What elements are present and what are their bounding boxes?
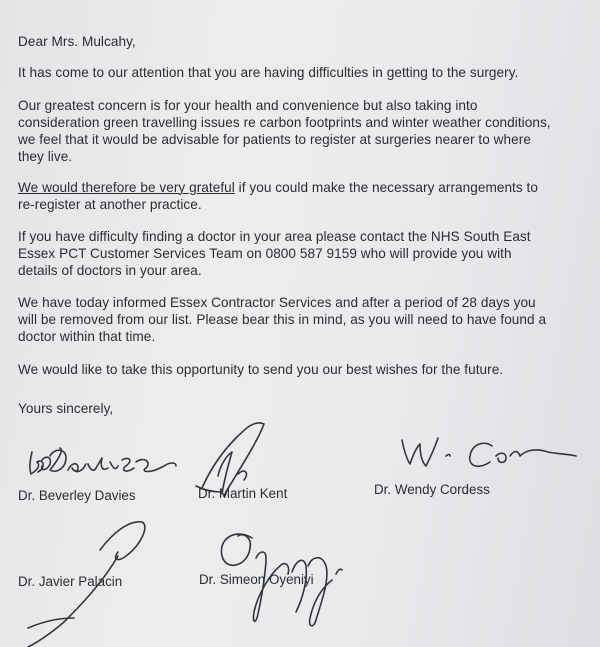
paragraph-4-line-2: Essex PCT Customer Services Team on 0800 587 9159 who will provide you with xyxy=(18,246,512,261)
closing: Yours sincerely, xyxy=(18,401,114,416)
paragraph-3-line-1-rest: if you could make the necessary arrangements to xyxy=(234,180,538,195)
signatory-name-simeon-oyeniyi: Dr. Simeon Oyeniyi xyxy=(199,572,314,587)
paragraph-4-line-1: If you have difficulty finding a doctor in your area please contact the NHS South East xyxy=(18,229,531,244)
paragraph-3-line-1 xyxy=(18,180,538,195)
signature-wendy-cordess xyxy=(402,438,576,466)
paragraph-6-line-1: We would like to take this opportunity to send you our best wishes for the future. xyxy=(18,362,504,377)
paragraph-2-line-1: Our greatest concern is for your health and convenience but also taking into xyxy=(18,98,478,113)
signatory-name-javier-palacin: Dr. Javier Palacin xyxy=(18,574,123,589)
salutation: Dear Mrs. Mulcahy, xyxy=(18,34,136,49)
underlined-phrase: We would therefore be very grateful xyxy=(18,180,235,195)
paragraph-5-line-3: doctor within that time. xyxy=(18,329,156,344)
signature-beverley-davies xyxy=(30,448,176,474)
signatory-name-beverley-davies: Dr. Beverley Davies xyxy=(18,488,136,503)
paragraph-4-line-3: details of doctors in your area. xyxy=(18,263,202,278)
paragraph-1-line-1: It has come to our attention that you are having difficulties in getting to the surgery. xyxy=(18,65,519,80)
paragraph-2-line-2: consideration green travelling issues re carbon footprints and winter weather conditions, xyxy=(18,115,551,130)
signatory-name-martin-kent: Dr. Martin Kent xyxy=(198,486,288,501)
paragraph-2-line-4: they live. xyxy=(18,149,73,164)
paragraph-3-line-2: re-register at another practice. xyxy=(18,197,202,212)
paragraph-5-line-2: will be removed from our list. Please bear this in mind, as you will need to have found a xyxy=(18,312,547,327)
paragraph-5-line-1: We have today informed Essex Contractor Services and after a period of 28 days you xyxy=(18,295,536,310)
signatory-name-wendy-cordess: Dr. Wendy Cordess xyxy=(374,482,490,497)
paragraph-2-line-3: we feel that it would be advisable for patients to register at surgeries nearer to where xyxy=(18,132,531,147)
